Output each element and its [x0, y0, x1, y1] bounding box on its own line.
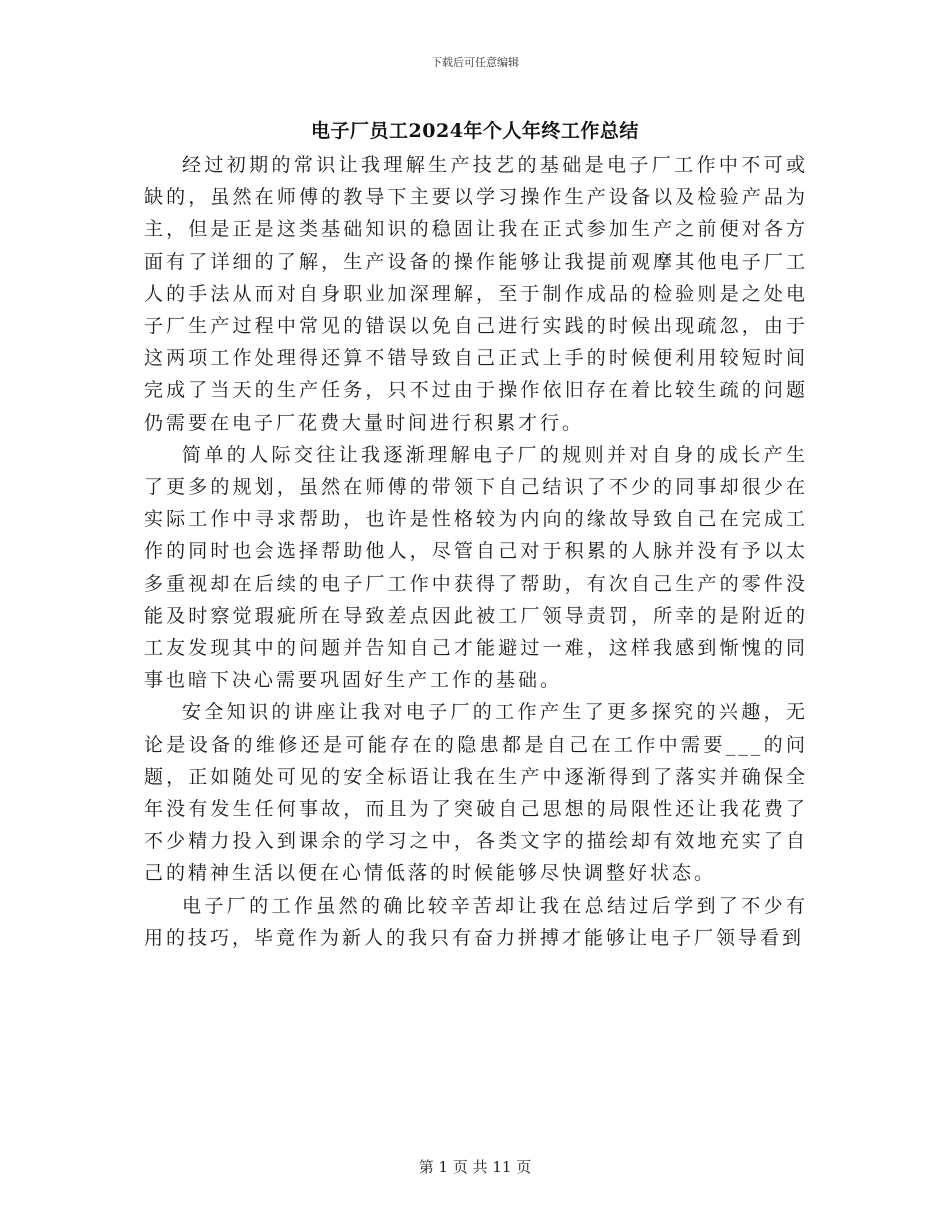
document-title: 电子厂员工2024年个人年终工作总结 — [311, 120, 639, 142]
page-number-footer: 第 1 页 共 11 页 — [418, 1158, 532, 1176]
document-body — [144, 149, 808, 954]
paragraph-1: 经过初期的常识让我理解生产技艺的基础是电子厂工作中不可或缺的，虽然在师傅的教导下主要以学习操作生产设备以及检验产品为主，但是正是这类基础知识的稳固让我在正式参加生产之前便对各方面有了详细的了解，生产设备的操作能够让我提前观摩其他电子厂工人的手法从而对自身职业加深理解，至于制作成品的检验则是之处电子厂生产过程中常见的错误以免自己进行实践的时候出现疏忽，由于这两项工作处理得还算不错导致自己正式上手的时候便利用较短时间完成了当天的生产任务，只不过由于操作依旧存在着比较生疏的问题仍需要在电子厂花费大量时间进行积累才行。 — [144, 154, 808, 434]
paragraph-4: 电子厂的工作虽然的确比较辛苦却让我在总结过后学到了不少有用的技巧，毕竟作为新人的我只有奋力拼搏才能够让电子厂领导看到 — [144, 894, 808, 949]
page-header-note: 下载后可任意编辑 — [431, 56, 519, 69]
paragraph-3: 安全知识的讲座让我对电子厂的工作产生了更多探究的兴趣，无论是设备的维修还是可能存在的隐患都是自己在工作中需要___的问题，正如随处可见的安全标语让我在生产中逐渐得到了落实并确保全年没有发生任何事故，而且为了突破自己思想的局限性还让我花费了不少精力投入到课余的学习之中，各类文字的描绘却有效地充实了自己的精神生活以便在心情低落的时候能够尽快调整好状态。 — [144, 701, 808, 885]
paragraph-2: 简单的人际交往让我逐渐理解电子厂的规则并对自身的成长产生了更多的规划，虽然在师傅的带领下自己结识了不少的同事却很少在实际工作中寻求帮助，也许是性格较为内向的缘故导致自己在完成工作的同时也会选择帮助他人，尽管自己对于积累的人脉并没有予以太多重视却在后续的电子厂工作中获得了帮助，有次自己生产的零件没能及时察觉瑕疵所在导致差点因此被工厂领导责罚，所幸的是附近的工友发现其中的问题并告知自己才能避过一难，这样我感到惭愧的同事也暗下决心需要巩固好生产工作的基础。 — [144, 443, 808, 692]
